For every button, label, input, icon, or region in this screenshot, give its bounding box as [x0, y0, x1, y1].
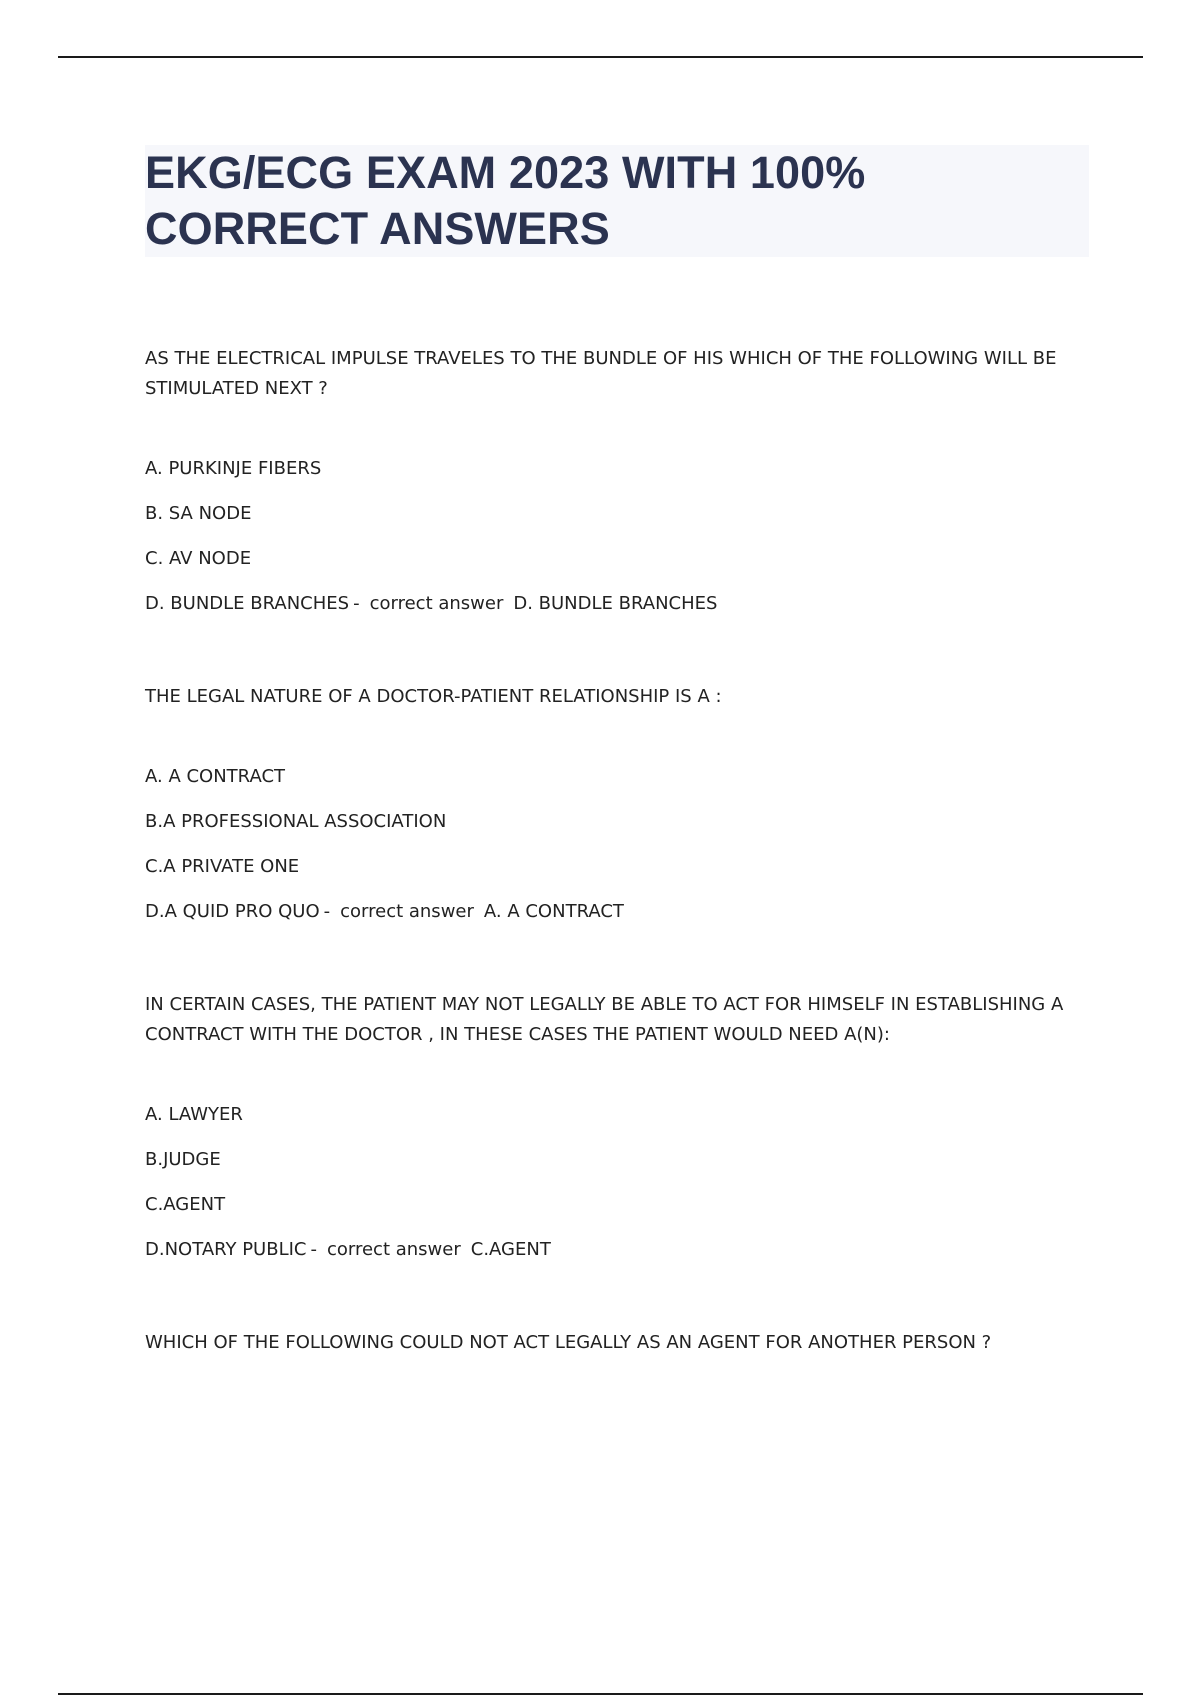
option-1c: C. AV NODE — [145, 548, 252, 569]
question-block-2 — [145, 682, 1089, 924]
option-2c: C.A PRIVATE ONE — [145, 856, 300, 877]
answer-separator-3: - — [310, 1239, 317, 1260]
option-3d: D.NOTARY PUBLIC — [145, 1239, 307, 1260]
question-list — [145, 344, 1089, 1358]
option-3a: A. LAWYER — [145, 1104, 243, 1125]
options-list-3 — [145, 1103, 1089, 1262]
answer-separator-1: - — [353, 593, 360, 614]
option-3b: B.JUDGE — [145, 1149, 221, 1170]
option-2d-with-answer — [145, 900, 1089, 924]
correct-answer-2: A. A CONTRACT — [483, 901, 624, 922]
answer-label-2: correct answer — [340, 901, 474, 922]
option-2d: D.A QUID PRO QUO — [145, 901, 320, 922]
question-text-1: AS THE ELECTRICAL IMPULSE TRAVELES TO THE BUNDLE OF HIS WHICH OF THE FOLLOWING WILL BE STIMULATED NEXT ? — [145, 348, 1057, 399]
correct-answer-1: D. BUNDLE BRANCHES — [513, 593, 718, 614]
title-line-2: CORRECT ANSWERS — [145, 203, 610, 254]
option-3c: C.AGENT — [145, 1194, 226, 1215]
option-1d: D. BUNDLE BRANCHES — [145, 593, 350, 614]
question-block-3 — [145, 990, 1089, 1262]
question-text-3: IN CERTAIN CASES, THE PATIENT MAY NOT LEGALLY BE ABLE TO ACT FOR HIMSELF IN ESTABLISHING A CONTRACT WITH THE DOCTOR , IN THESE CASES THE PATIENT WOULD NEED A(N): — [145, 994, 1064, 1045]
option-1d-with-answer — [145, 592, 1089, 616]
bottom-rule — [58, 1693, 1143, 1695]
question-block-1 — [145, 344, 1089, 616]
answer-separator-2: - — [323, 901, 331, 922]
options-list-2 — [145, 765, 1089, 924]
question-block-4 — [145, 1328, 1089, 1358]
document-title — [145, 145, 1089, 257]
option-1b: B. SA NODE — [145, 503, 252, 524]
option-3d-with-answer — [145, 1238, 1089, 1262]
answer-label-3: correct answer — [326, 1239, 461, 1260]
option-2b: B.A PROFESSIONAL ASSOCIATION — [145, 811, 447, 832]
title-block — [145, 145, 1089, 257]
question-text-4: WHICH OF THE FOLLOWING COULD NOT ACT LEGALLY AS AN AGENT FOR ANOTHER PERSON ? — [145, 1332, 992, 1353]
options-list-1 — [145, 457, 1089, 616]
option-1a: A. PURKINJE FIBERS — [145, 458, 322, 479]
title-line-1: EKG/ECG EXAM 2023 WITH 100% — [145, 147, 866, 198]
top-rule — [58, 56, 1143, 58]
option-2a: A. A CONTRACT — [145, 766, 286, 787]
answer-label-1: correct answer — [369, 593, 504, 614]
question-text-2: THE LEGAL NATURE OF A DOCTOR-PATIENT RELATIONSHIP IS A : — [145, 686, 722, 707]
correct-answer-3: C.AGENT — [470, 1239, 551, 1260]
